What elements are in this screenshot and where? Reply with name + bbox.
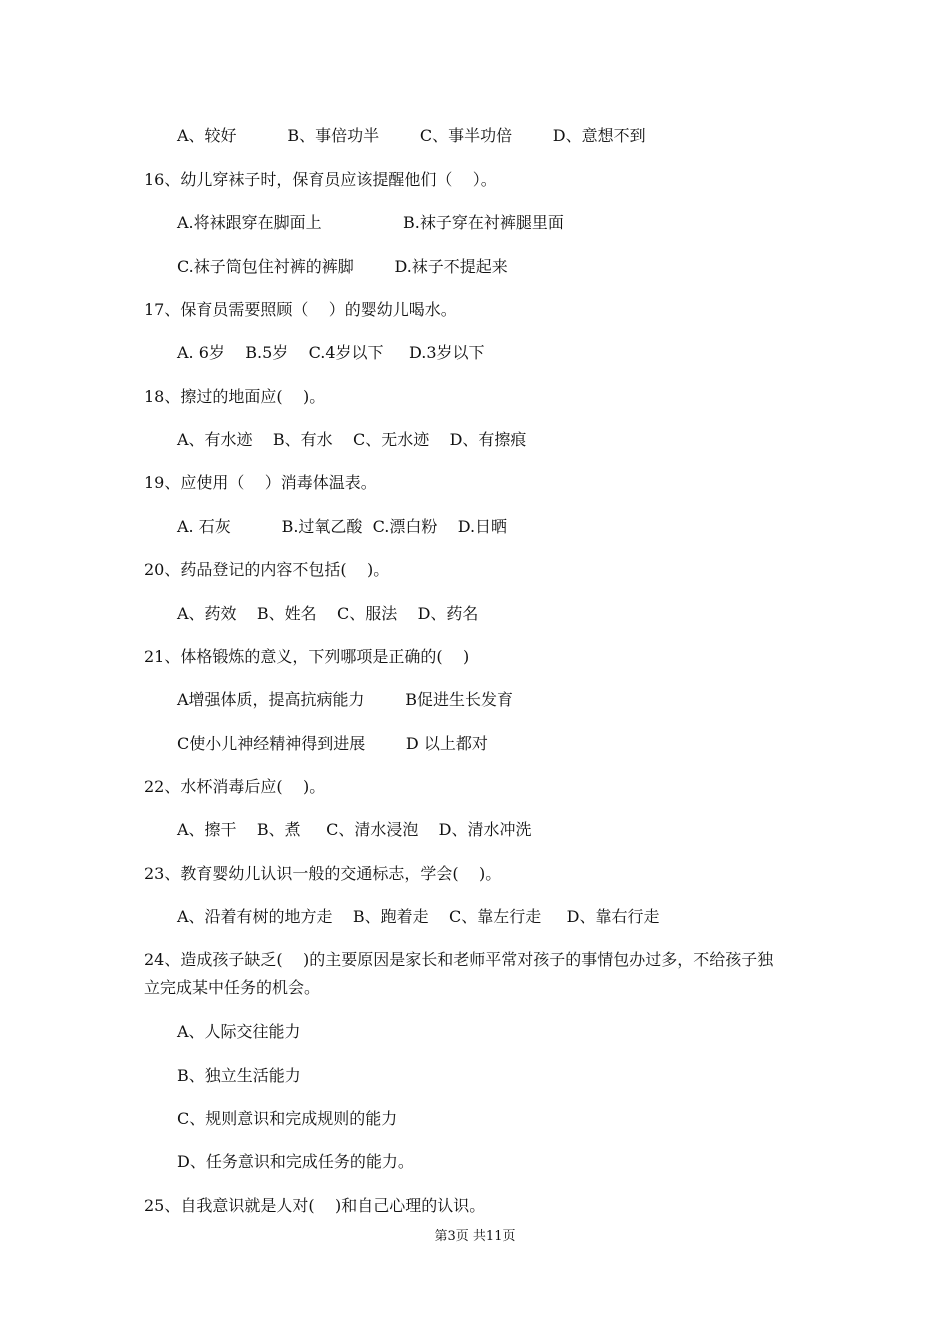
q23-options: A、沿着有树的地方走 B、跑着走 C、靠左行走 D、靠右行走 bbox=[177, 907, 660, 926]
q20-options: A、药效 B、姓名 C、服法 D、药名 bbox=[177, 604, 479, 623]
question-23: 23、教育婴幼儿认识一般的交通标志，学会( )。 bbox=[144, 864, 502, 883]
q24-option-b: B、独立生活能力 bbox=[177, 1066, 301, 1085]
question-24-line2: 立完成某中任务的机会。 bbox=[144, 978, 321, 997]
question-18: 18、擦过的地面应( )。 bbox=[144, 387, 326, 406]
page-footer: 第3页 共11页 bbox=[434, 1229, 516, 1244]
q24-option-c: C、规则意识和完成规则的能力 bbox=[177, 1109, 398, 1128]
q21-options-cd: C使小儿神经精神得到进展 D 以上都对 bbox=[177, 734, 488, 753]
q19-options: A. 石灰 B.过氧乙酸 C.漂白粉 D.日晒 bbox=[177, 517, 508, 536]
q16-options-ab: A.将袜跟穿在脚面上 B.袜子穿在衬裤腿里面 bbox=[177, 213, 564, 232]
q15-options: A、较好 B、事倍功半 C、事半功倍 D、意想不到 bbox=[177, 126, 646, 145]
q24-option-a: A、人际交往能力 bbox=[177, 1022, 301, 1041]
question-16: 16、幼儿穿袜子时，保育员应该提醒他们（ ）。 bbox=[144, 170, 497, 189]
q21-options-ab: A增强体质，提高抗病能力 B促进生长发育 bbox=[177, 690, 514, 709]
question-21: 21、体格锻炼的意义，下列哪项是正确的( ) bbox=[144, 647, 470, 666]
question-22: 22、水杯消毒后应( )。 bbox=[144, 777, 326, 796]
question-24-line1: 24、造成孩子缺乏( )的主要原因是家长和老师平常对孩子的事情包办过多，不给孩子独 bbox=[144, 950, 774, 969]
question-19: 19、应使用（ ）消毒体温表。 bbox=[144, 473, 377, 492]
q22-options: A、擦干 B、煮 C、清水浸泡 D、清水冲洗 bbox=[177, 820, 532, 839]
q24-option-d: D、任务意识和完成任务的能力。 bbox=[177, 1152, 414, 1171]
question-20: 20、药品登记的内容不包括( )。 bbox=[144, 560, 390, 579]
q17-options: A. 6岁 B.5岁 C.4岁以下 D.3岁以下 bbox=[177, 343, 485, 362]
question-17: 17、保育员需要照顾（ ）的婴幼儿喝水。 bbox=[144, 300, 457, 319]
q18-options: A、有水迹 B、有水 C、无水迹 D、有擦痕 bbox=[177, 430, 527, 449]
question-25: 25、自我意识就是人对( )和自己心理的认识。 bbox=[144, 1196, 486, 1215]
q16-options-cd: C.袜子筒包住衬裤的裤脚 D.袜子不提起来 bbox=[177, 257, 508, 276]
